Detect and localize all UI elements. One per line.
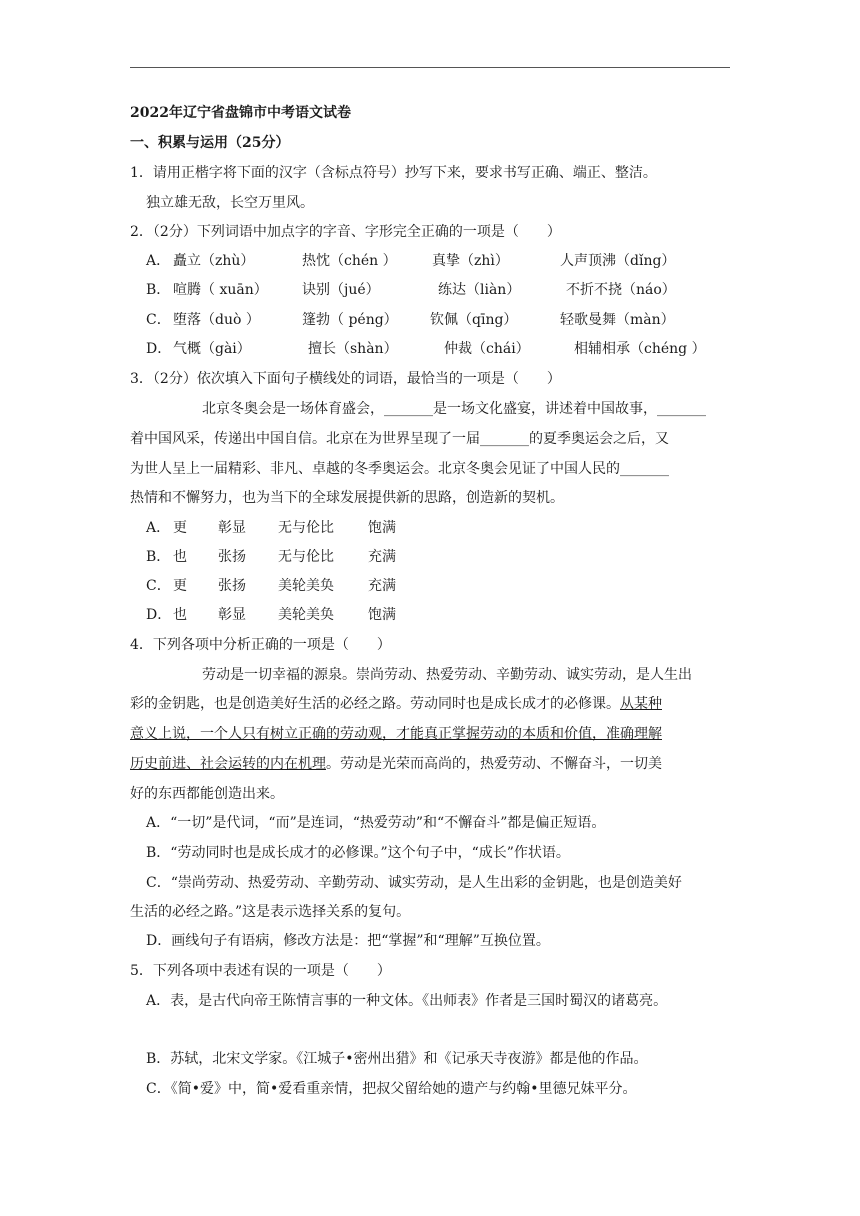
q2-a-item-2: 热忱（chén ） [302,253,397,269]
option-label: D． [146,607,172,623]
q3-b-item-2: 张扬 [218,549,246,565]
q2-a-item-1: 矗立（zhù） [173,253,255,269]
q2-a-item-3: 真挚（zhì） [432,253,509,269]
q3-b-item-3: 无与伦比 [278,549,334,565]
q2-d-item-2: 擅长（shàn） [308,341,398,357]
q4-passage-line-2 [130,695,662,713]
q3-d-item-3: 美轮美奂 [278,607,334,623]
q2-a-item-4: 人声顶沸（dǐng） [560,253,676,269]
q3-passage-line-4: 热情和不懈努力，也为当下的全球发展提供新的思路，创造新的契机。 [130,490,564,506]
q4-option-c-cont: 生活的必经之路。”这是表示选择关系的复句。 [130,904,411,920]
question-5-stem: 5．下列各项中表述有误的一项是（ ） [130,963,391,979]
q3-c-item-2: 张扬 [218,578,246,594]
q2-b-item-2: 诀别（jué） [302,282,380,298]
q2-b-item-4: 不折不挠（náo） [566,282,676,298]
q3-passage-line-3: 为世人呈上一届精彩、非凡、卓越的冬季奥运会。北京冬奥会见证了中国人民的_______ [130,461,669,477]
section-heading: 一、积累与运用（25分） [130,135,290,151]
q3-d-item-4: 饱满 [368,607,396,623]
q4-option-c[interactable]: C．“崇尚劳动、热爱劳动、辛勤劳动、诚实劳动，是人生出彩的金钥匙，也是创造美好 [146,875,682,891]
q4-underlined-sentence-start: 从某种 [620,696,662,712]
q2-b-item-1: 喧腾（ xuān） [173,282,268,298]
q2-b-item-3: 练达（liàn） [438,282,521,298]
q4-option-a[interactable]: A．“一切”是代词，“而”是连词，“热爱劳动”和“不懈奋斗”都是偏正短语。 [146,815,606,831]
question-3-stem: 3．（2分）依次填入下面句子横线处的词语，最恰当的一项是（ ） [130,371,561,387]
q4-option-d[interactable]: D．画线句子有语病，修改方法是：把“掌握”和“理解”互换位置。 [146,933,550,949]
option-label: D． [146,341,172,357]
q3-c-item-1: 更 [173,578,187,594]
exam-title: 2022年辽宁省盘锦市中考语文试卷 [130,105,351,121]
question-1-stem: 1．请用正楷字将下面的汉字（含标点符号）抄写下来，要求书写正确、端正、整洁。 [130,165,657,181]
q3-b-item-4: 充满 [368,549,396,565]
q2-d-item-1: 气概（gài） [173,341,251,357]
q2-c-item-2: 篷勃（ péng） [302,312,398,328]
q5-option-c[interactable]: C．《简•爱》中，简•爱看重亲情，把叔父留给她的遗产与约翰•里德兄妹平分。 [146,1081,637,1097]
q3-a-item-1: 更 [173,520,187,536]
option-label: B． [146,549,171,565]
question-1-text: 独立雄无敌，长空万里风。 [146,195,314,211]
option-label: B． [146,282,171,298]
q2-c-item-3: 钦佩（qīng） [430,312,518,328]
q4-passage-line-1: 劳动是一切幸福的源泉。崇尚劳动、热爱劳动、辛勤劳动、诚实劳动，是人生出 [202,667,692,683]
q2-d-item-3: 仲裁（chái） [444,341,530,357]
q3-d-item-1: 也 [173,607,187,623]
page-top-rule [130,67,730,68]
question-2-stem: 2．（2分）下列词语中加点字的字音、字形完全正确的一项是（ ） [130,224,561,240]
q5-option-b[interactable]: B．苏轼，北宋文学家。《江城子•密州出猎》和《记承天寺夜游》都是他的作品。 [146,1051,648,1067]
option-label: A． [146,253,171,269]
q4-underlined-sentence-end: 历史前进、社会运转的内在机理 [130,756,326,772]
question-4-stem: 4．下列各项中分析正确的一项是（ ） [130,637,391,653]
q5-option-a[interactable]: A．表，是古代向帝王陈情言事的一种文体。《出师表》作者是三国时蜀汉的诸葛亮。 [146,993,668,1009]
q4-passage-text: 。劳动是光荣而高尚的，热爱劳动、不懈奋斗，一切美 [326,756,662,772]
option-label: C． [146,578,171,594]
q4-underlined-sentence: 意义上说，一个人只有树立正确的劳动观，才能真正掌握劳动的本质和价值，准确理解 [130,726,662,742]
q4-passage-line-4 [130,755,662,773]
q3-a-item-4: 饱满 [368,520,396,536]
option-label: A． [146,520,171,536]
q3-passage-line-1: 北京冬奥会是一场体育盛会，_______是一场文化盛宴，讲述着中国故事，_______ [202,401,706,417]
q3-a-item-3: 无与伦比 [278,520,334,536]
q3-passage-line-2: 着中国风采，传递出中国自信。北京在为世界呈现了一届_______的夏季奥运会之后，又 [130,431,669,447]
q2-c-item-1: 堕落（duò ） [173,312,260,328]
option-label: C． [146,312,171,328]
q4-passage-line-5: 好的东西都能创造出来。 [130,786,284,802]
q3-c-item-4: 充满 [368,578,396,594]
q2-d-item-4: 相辅相承（chéng ） [574,341,706,357]
q2-c-item-4: 轻歌曼舞（màn） [560,312,675,328]
q3-b-item-1: 也 [173,549,187,565]
q3-c-item-3: 美轮美奂 [278,578,334,594]
q3-a-item-2: 彰显 [218,520,246,536]
q3-d-item-2: 彰显 [218,607,246,623]
q4-passage-text: 彩的金钥匙，也是创造美好生活的必经之路。劳动同时也是成长成才的必修课。 [130,696,620,712]
q4-option-b[interactable]: B．“劳动同时也是成长成才的必修课。”这个句子中，“成长”作状语。 [146,845,570,861]
